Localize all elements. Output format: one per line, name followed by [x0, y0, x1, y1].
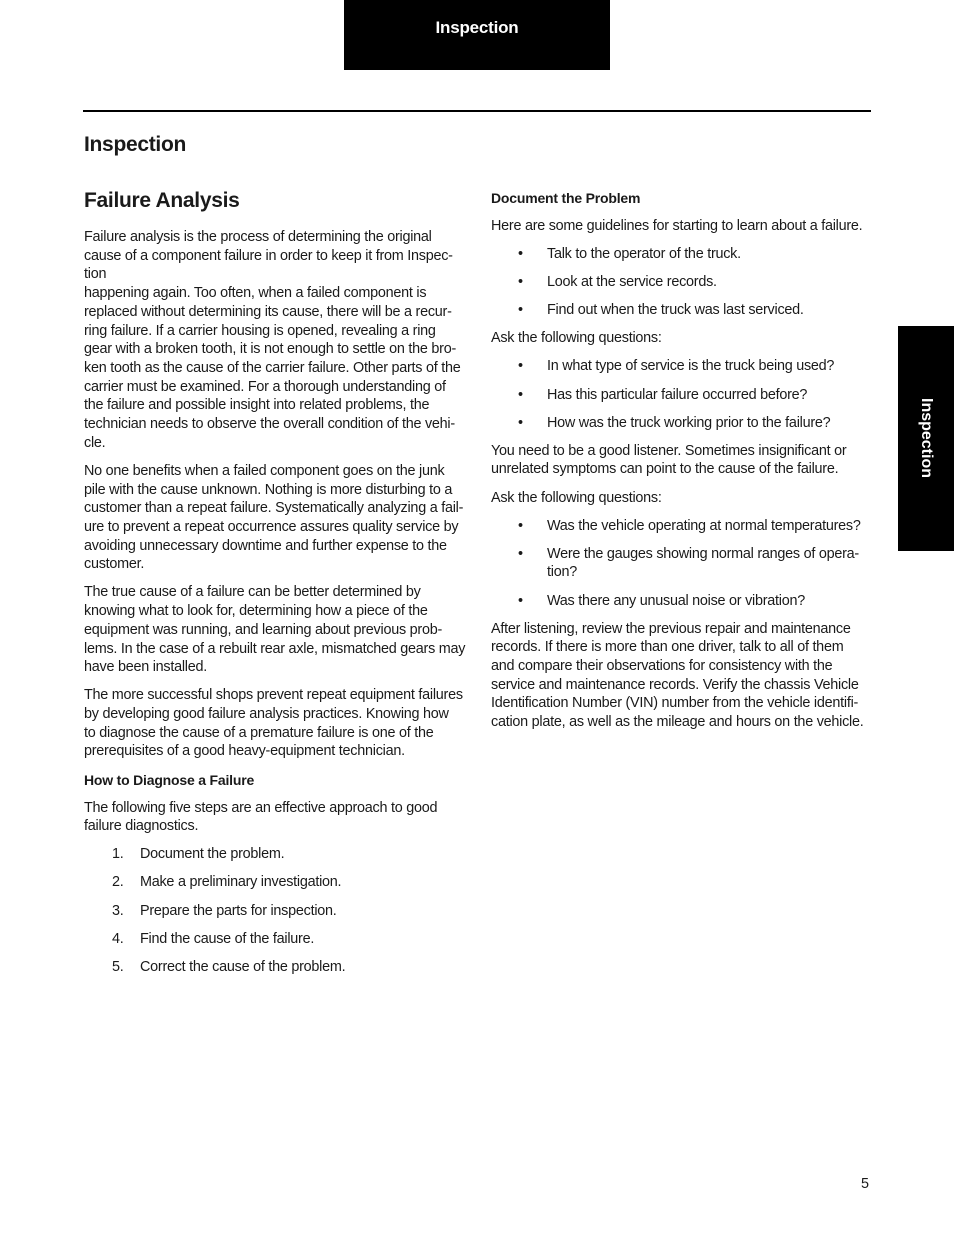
list-number: 4. [112, 930, 124, 947]
list-item [491, 545, 871, 582]
section-title: Inspection [84, 133, 187, 156]
paragraph: The true cause of a failure can be better determined by knowing what to look for, determining how a piece of the equipment was running, and learning about previous prob- lems. In the case of a rebuilt rear axle, mismatched gears may have been installed. [84, 584, 466, 676]
list-item [84, 845, 466, 864]
list-item [491, 517, 871, 536]
bullet-icon: • [518, 274, 523, 291]
bullet-icon: • [518, 517, 523, 534]
bullet-icon: • [518, 246, 523, 263]
diagnose-heading: How to Diagnose a Failure [84, 771, 255, 788]
header-tab: Inspection [344, 0, 610, 70]
list-item-text: Find the cause of the failure. [140, 930, 315, 947]
list-item [491, 273, 871, 292]
bullet-icon: • [518, 302, 523, 319]
bullet-icon: • [518, 358, 523, 375]
list-item-text: Look at the service records. [547, 274, 717, 291]
list-item [491, 386, 871, 405]
right-column [491, 189, 871, 741]
bullet-icon: • [518, 414, 523, 431]
document-problem-heading: Document the Problem [491, 190, 641, 206]
side-tab [898, 326, 954, 551]
failure-analysis-heading: Failure Analysis [84, 189, 240, 212]
guidelines-list [491, 245, 871, 320]
list-item-text: Were the gauges showing normal ranges of opera- tion? [547, 545, 859, 581]
list-item-text: Has this particular failure occurred before? [547, 386, 808, 403]
list-item-text: Document the problem. [140, 846, 285, 863]
list-item-text: Find out when the truck was last serviced. [547, 302, 804, 319]
list-item [84, 902, 466, 921]
listener-paragraph: You need to be a good listener. Sometimes insignificant or unrelated symptoms can point to the cause of the failure. [491, 442, 847, 478]
side-tab-label: Inspection [918, 397, 935, 479]
list-number: 3. [112, 902, 124, 919]
questions-list [491, 357, 871, 432]
bullet-icon: • [518, 545, 523, 562]
list-item [491, 414, 871, 433]
list-item-text: Make a preliminary investigation. [140, 874, 342, 891]
list-item [491, 592, 871, 611]
after-listening-paragraph: After listening, review the previous repair and maintenance records. If there is more than one driver, talk to all of them and compare their observations for consistency with the service and maintenance records. Verify the chassis Vehicle Identification Number (VIN) number from the vehicle identifi- cation plate, as well as the mileage and hours on the vehicle. [491, 620, 864, 731]
left-column [84, 186, 466, 986]
bullet-icon: • [518, 592, 523, 609]
guidelines-intro: Here are some guidelines for starting to learn about a failure. [491, 218, 863, 234]
list-item-text: Correct the cause of the problem. [140, 958, 346, 975]
paragraph: Failure analysis is the process of determining the original cause of a component failure in order to keep it from Inspec- tion happening again. Too often, when a failed component is replaced without determining its cause, there will be a recur- ring failure. If a carrier housing is opened, revealing a ring gear with a broken tooth, it is not enough to settle on the bro- ken tooth as the cause of the carrier failure. Other parts of the carrier must be examined. For a thorough understanding of the failure and possible insight into related problems, the technician needs to observe the overall condition of the vehi- cle. [84, 229, 461, 451]
list-item [491, 245, 871, 264]
bullet-icon: • [518, 386, 523, 403]
list-item [84, 958, 466, 977]
ask-questions: Ask the following questions: [491, 489, 662, 506]
page-number: 5 [861, 1176, 870, 1192]
questions-list [491, 517, 871, 611]
paragraph: The more successful shops prevent repeat equipment failures by developing good failure analysis practices. Knowing how to diagnose the cause of a premature failure is one of the prerequisites of a good heavy-equipment technician. [84, 687, 463, 760]
list-item [491, 357, 871, 376]
list-item [84, 873, 466, 892]
header-rule [83, 110, 871, 112]
diagnose-intro: The following five steps are an effective approach to good failure diagnostics. [84, 799, 438, 835]
list-item-text: How was the truck working prior to the failure? [547, 414, 831, 431]
list-item-text: Was the vehicle operating at normal temperatures? [547, 517, 861, 534]
list-item-text: Prepare the parts for inspection. [140, 902, 337, 919]
list-item-text: Was there any unusual noise or vibration? [547, 592, 805, 609]
list-number: 2. [112, 874, 124, 891]
list-item-text: Talk to the operator of the truck. [547, 246, 741, 263]
paragraph: No one benefits when a failed component goes on the junk pile with the cause unknown. Nothing is more disturbing to a customer than a repeat failure. Systematically analyzing a fail- ure to prevent a repeat occurrence assures quality service by avoiding unnecessary downtime and further expense to the customer. [84, 462, 464, 573]
list-number: 5. [112, 958, 124, 975]
ask-questions: Ask the following questions: [491, 330, 662, 347]
steps-list [84, 845, 466, 976]
list-item [491, 301, 871, 320]
list-item-text: In what type of service is the truck being used? [547, 358, 835, 375]
list-item [84, 930, 466, 949]
list-number: 1. [112, 846, 124, 863]
